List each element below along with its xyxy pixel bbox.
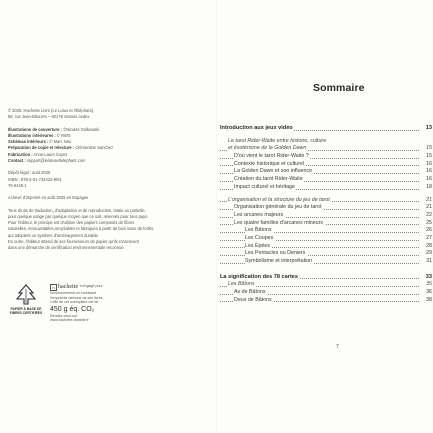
carbon-commitment-url: www.hachette-durable.fr — [50, 318, 89, 323]
toc-entry: Organisation générale du jeu de tarot 21 — [220, 204, 432, 212]
printing-note: Achevé d'imprimé en août 2025 en Espagne — [8, 195, 89, 201]
tree-icon — [14, 284, 38, 306]
carbon-commitment-line-1: s'engage pour — [80, 284, 103, 288]
toc-entry: et ésotérisme de la Golden Dawn 15 — [220, 145, 432, 153]
table-of-contents — [220, 125, 432, 304]
toc-entry: Introduction aux jeux vidéo 13 — [220, 125, 432, 131]
toc-entry: Les Épées 28 — [220, 243, 432, 251]
carbon-footprint-value: 450 g éq. CO₂ — [50, 305, 95, 313]
toc-entry: Les arcanes majeurs 22 — [220, 212, 432, 220]
certified-paper-caption: PAPIER À BASE DE FIBRES CERTIFIÉES — [9, 307, 43, 315]
colophon — [8, 108, 198, 252]
eco-line-4: En outre, l'éditeur attend de ses fournisseurs de papier qu'ils s'inscrivent — [8, 239, 139, 245]
toc-entry: Les Bâtons 35 — [220, 281, 432, 289]
eco-line-1: Pour l'éditeur, le principe est d'utiliser des papiers composés de fibres — [8, 220, 135, 226]
credit-copyediting: Préparation de copie et relecture : Clémentine Sanchez — [8, 145, 114, 151]
rights-line-2: pour quelque usage par quelque moyen que ce soit, réservés pour tous pays. — [8, 213, 149, 219]
carbon-commitment-line-5: Rendez-vous sur — [50, 313, 78, 318]
carbon-commitment-line-3: l'empreinte carbone de ses livres. — [50, 295, 104, 300]
toc-entry: Les Pentacles ou Deniers 29 — [220, 250, 432, 258]
eco-line-5: dans une démarche de certification environnementale reconnue. — [8, 245, 125, 251]
toc-entry: Les Bâtons 26 — [220, 227, 432, 235]
toc-entry: Contexte historique et culturel 16 — [220, 161, 432, 169]
toc-entry: D'où vient le tarot Rider-Waite ? 15 — [220, 153, 432, 161]
credit-interior: Illustrations intérieures : © RWS — [8, 132, 71, 138]
copyright-line: © 2025, Hachette Livre (Le Lotus et l'Éléphant), — [8, 108, 95, 113]
certified-paper-badge — [8, 284, 44, 315]
toc-entry: Impact culturel et héritage 18 — [220, 184, 432, 192]
carbon-commitment-line-2: l'environnement en réduisant — [50, 291, 97, 295]
toc-entry: Le tarot Rider-Waite entre histoire, culture — [228, 137, 327, 144]
hachette-wordmark: hachette — [58, 284, 78, 290]
toc-entry: Les quatre familles d'arcanes mineurs 25 — [220, 220, 432, 228]
legal-deposit: Dépôt légal : août 2025 — [8, 170, 51, 176]
publisher-address: 58, rue Jean-Bleuzen – 92178 Vanves cedex — [8, 114, 90, 120]
toc-entry: Les Coupes 27 — [220, 235, 432, 243]
eco-line-3: qui adoptent un système d'aménagement durable. — [8, 232, 99, 238]
toc-entry: La Golden Dawn et son influence 16 — [220, 168, 432, 176]
credit-production: Fabrication : Anne-Laure Soyez — [8, 151, 68, 157]
isbn: ISBN : 978-2-01-734422-9/01 — [8, 176, 62, 182]
eco-line-2: naturelles, renouvelables,recyclables et fabriqués à partir de bois issus de forêts — [8, 226, 154, 232]
toc-entry: As de Bâtons 36 — [220, 289, 432, 297]
rights-line-1: Tous droits de traduction, d'adaptation et de reproduction, totale ou partielle, — [8, 207, 146, 213]
toc-entry: Symbolisme et interprétation 31 — [220, 258, 432, 266]
page-number: 7 — [336, 344, 339, 350]
carbon-footprint-notice — [50, 284, 120, 323]
edition-code: 76-6445-1 — [8, 182, 27, 188]
page-title: Sommaire — [313, 82, 365, 94]
credit-contact: Contact : support@lelotusetlelephant.com — [8, 158, 86, 164]
toc-entry: Création du tarot Rider-Waite 16 — [220, 176, 432, 184]
toc-entry: Deux de Bâtons 38 — [220, 297, 432, 305]
environmental-label — [8, 284, 208, 334]
hachette-logo-icon: h — [50, 284, 57, 291]
credit-diagrams: Schémas intérieurs : © Marc Neu — [8, 139, 72, 145]
credit-cover: Illustrations de couverture : ©Nicolas Gelkowski — [8, 126, 100, 132]
toc-entry: L'organisation et la structure du jeu de tarot 21 — [220, 197, 432, 205]
toc-entry: La signification des 78 cartes 33 — [220, 273, 432, 280]
carbon-commitment-line-4: Celle de cet exemplaire est de — [50, 300, 99, 305]
page-gutter — [216, 0, 217, 433]
